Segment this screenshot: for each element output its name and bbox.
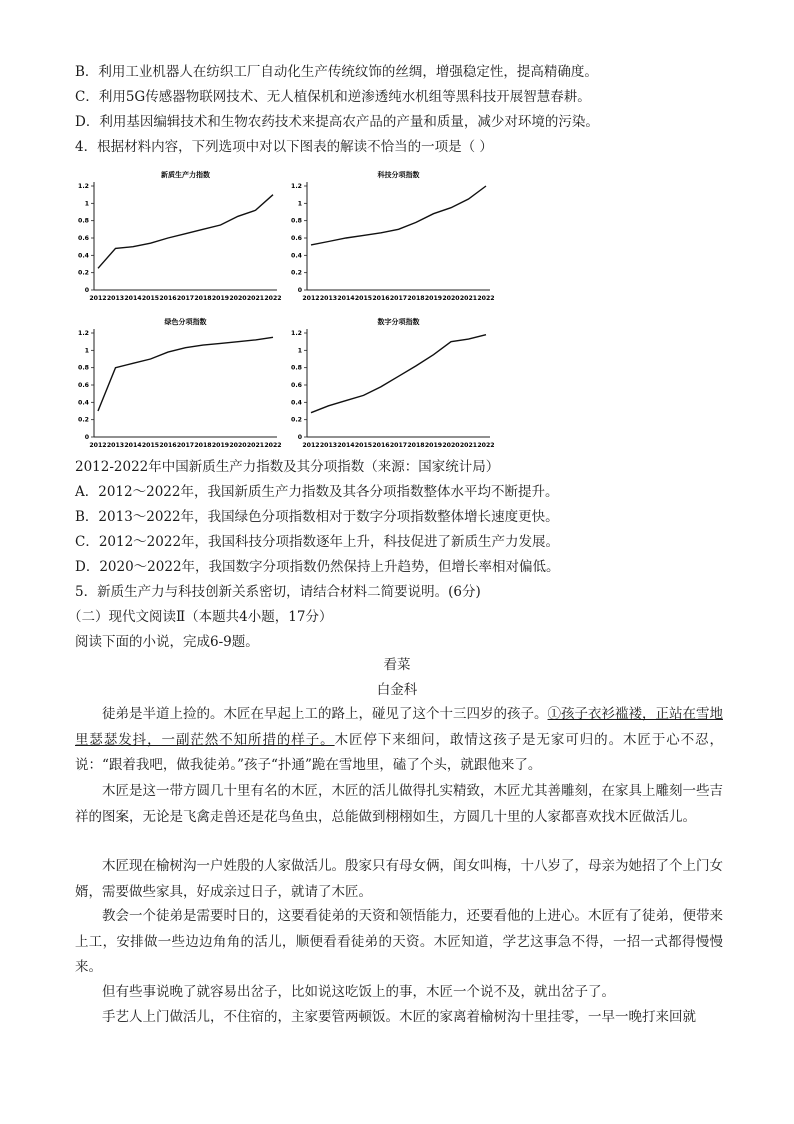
question-5: 5．新质生产力与科技创新关系密切，请结合材料二简要说明。(6分) — [75, 584, 481, 600]
y-tick-label: 0.4 — [78, 399, 89, 407]
chart-title: 科技分项指数 — [377, 171, 420, 179]
y-tick-label: 0.4 — [291, 252, 302, 260]
x-tick-label: 2017 — [389, 442, 408, 449]
x-tick-label: 2020 — [229, 295, 247, 302]
x-tick-label: 2016 — [159, 295, 177, 302]
x-tick-label: 2020 — [229, 442, 247, 449]
x-tick-label: 2016 — [372, 295, 390, 302]
x-tick-label: 2014 — [124, 442, 142, 449]
story-title: 看菜 — [383, 657, 411, 673]
y-tick-label: 0.8 — [78, 364, 89, 372]
question-4-stem: 4．根据材料内容，下列选项中对以下图表的解读不恰当的一项是（ ） — [75, 139, 493, 155]
p1-text-a: 徒弟是半道上捡的。木匠在早起上工的路上，碰见了这个十三四岁的孩子。 — [102, 706, 548, 722]
q4-option-b: B．2013～2022年，我国绿色分项指数相对于数字分项指数整体增长速度更快。 — [75, 509, 559, 525]
x-tick-label: 2019 — [211, 442, 230, 449]
story-paragraph-2: 木匠是这一带方圆几十里有名的木匠，木匠的活儿做得扎实精致，木匠尤其善雕刻，在家具上雕刻一些吉祥的图案，无论是飞禽走兽还是花鸟鱼虫，总能做到栩栩如生，方圆几十里的人家都喜欢找木匠做活儿。 — [75, 783, 723, 825]
x-tick-label: 2014 — [337, 442, 355, 449]
q4-option-c: C．2012～2022年，我国科技分项指数逐年上升，科技促进了新质生产力发展。 — [75, 534, 560, 550]
x-tick-label: 2014 — [124, 295, 142, 302]
story-paragraph-3: 木匠现在榆树沟一户姓殷的人家做活儿。殷家只有母女俩，闺女叫梅，十八岁了，母亲为她招了个上门女婿，需要做些家具，好成亲过日子，就请了木匠。 — [75, 858, 723, 900]
x-tick-label: 2019 — [424, 295, 443, 302]
x-tick-label: 2012 — [89, 295, 107, 302]
y-tick-label: 0 — [297, 434, 302, 441]
y-tick-label: 0 — [84, 287, 89, 294]
chart-title: 绿色分项指数 — [164, 318, 207, 326]
y-tick-label: 0.2 — [291, 269, 302, 277]
x-tick-label: 2019 — [424, 442, 443, 449]
y-tick-label: 0 — [84, 434, 89, 441]
series-line — [98, 195, 273, 269]
story-paragraph-6: 手艺人上门做活儿，不住宿的，主家要管两顿饭。木匠的家离着榆树沟十里挂零，一早一晚打来回就 — [102, 1009, 696, 1025]
x-tick-label: 2022 — [477, 295, 495, 302]
y-tick-label: 1.2 — [78, 330, 89, 337]
y-tick-label: 0.6 — [78, 382, 89, 389]
x-tick-label: 2013 — [319, 442, 338, 449]
x-tick-label: 2016 — [159, 442, 177, 449]
q4-option-d: D．2020～2022年，我国数字分项指数仍然保持上升趋势，但增长率相对偏低。 — [75, 559, 560, 575]
chart-svg-2 — [72, 315, 287, 470]
y-tick-label: 0.6 — [291, 382, 302, 389]
section-heading: （二）现代文阅读Ⅱ（本题共4小题，17分） — [68, 609, 333, 625]
x-tick-label: 2015 — [354, 442, 373, 449]
chart-title: 新质生产力指数 — [161, 171, 210, 179]
chart-digital-index — [285, 315, 500, 470]
y-tick-label: 1 — [297, 347, 302, 355]
y-tick-label: 0 — [297, 287, 302, 294]
y-tick-label: 1.2 — [291, 183, 302, 190]
x-tick-label: 2014 — [337, 295, 355, 302]
y-tick-label: 0.4 — [78, 252, 89, 260]
x-tick-label: 2021 — [459, 295, 478, 302]
chart-caption: 2012-2022年中国新质生产力指数及其分项指数（来源：国家统计局） — [75, 459, 500, 475]
chart-svg-0 — [72, 168, 287, 323]
story-paragraph-1 — [75, 702, 723, 779]
story-paragraph-5: 但有些事说晚了就容易出岔子，比如说这吃饭上的事，木匠一个说不及，就出岔子了。 — [102, 984, 615, 1000]
x-tick-label: 2021 — [246, 442, 265, 449]
y-tick-label: 0.4 — [291, 399, 302, 407]
x-tick-label: 2015 — [141, 442, 160, 449]
y-tick-label: 0.8 — [291, 364, 302, 372]
q4-option-a: A．2012～2022年，我国新质生产力指数及其各分项指数整体水平均不断提升。 — [75, 484, 559, 500]
option-b-top: B．利用工业机器人在纺织工厂自动化生产传统纹饰的丝绸，增强稳定性，提高精确度。 — [75, 64, 598, 80]
x-tick-label: 2018 — [407, 442, 425, 449]
x-tick-label: 2019 — [211, 295, 230, 302]
x-tick-label: 2013 — [106, 295, 125, 302]
y-tick-label: 0.6 — [291, 235, 302, 242]
p1-underlined: ①孩子衣衫褴褛，正站在雪地里瑟瑟发抖，一副茫然不知所措的样子。 — [75, 706, 723, 748]
y-tick-label: 0.8 — [78, 217, 89, 225]
p1-text-b: 木匠停下来细问，敢情这孩子是无家可归的。木匠于心不忍，说：“跟着我吧，做我徒弟。”孩子“扑通”跪在雪地里，磕了个头，就跟他来了。 — [75, 731, 724, 773]
y-tick-label: 1 — [297, 200, 302, 208]
x-tick-label: 2012 — [302, 295, 320, 302]
x-tick-label: 2013 — [319, 295, 338, 302]
y-tick-label: 1 — [84, 347, 89, 355]
x-tick-label: 2020 — [442, 442, 460, 449]
y-tick-label: 0.2 — [291, 416, 302, 424]
x-tick-label: 2017 — [176, 442, 195, 449]
series-line — [98, 337, 273, 411]
x-tick-label: 2016 — [372, 442, 390, 449]
x-tick-label: 2015 — [141, 295, 160, 302]
x-tick-label: 2018 — [194, 442, 212, 449]
story-author: 白金科 — [376, 682, 418, 698]
x-tick-label: 2022 — [264, 442, 282, 449]
series-line — [311, 335, 486, 413]
series-line — [311, 186, 486, 245]
x-tick-label: 2012 — [89, 442, 107, 449]
x-tick-label: 2017 — [176, 295, 195, 302]
x-tick-label: 2018 — [194, 295, 212, 302]
x-tick-label: 2012 — [302, 442, 320, 449]
x-tick-label: 2022 — [477, 442, 495, 449]
chart-new-productivity — [72, 168, 287, 323]
x-tick-label: 2017 — [389, 295, 408, 302]
y-tick-label: 0.2 — [78, 416, 89, 424]
x-tick-label: 2015 — [354, 295, 373, 302]
y-tick-label: 0.6 — [78, 235, 89, 242]
chart-tech-index — [285, 168, 500, 323]
y-tick-label: 1.2 — [78, 183, 89, 190]
x-tick-label: 2021 — [459, 442, 478, 449]
story-paragraph-4: 教会一个徒弟是需要时日的，这要看徒弟的天资和领悟能力，还要看他的上进心。木匠有了徒弟，便带来上工，安排做一些边边角角的活儿，顺便看看徒弟的天资。木匠知道，学艺这事急不得，一招一式都得慢慢来。 — [75, 908, 723, 975]
x-tick-label: 2021 — [246, 295, 265, 302]
chart-title: 数字分项指数 — [377, 318, 420, 326]
y-tick-label: 0.8 — [291, 217, 302, 225]
option-c-top: C．利用5G传感器物联网技术、无人植保机和逆渗透纯水机组等黑科技开展智慧春耕。 — [75, 89, 591, 105]
y-tick-label: 1.2 — [291, 330, 302, 337]
y-tick-label: 0.2 — [78, 269, 89, 277]
x-tick-label: 2018 — [407, 295, 425, 302]
chart-svg-1 — [285, 168, 500, 323]
x-tick-label: 2013 — [106, 442, 125, 449]
option-d-top: D．利用基因编辑技术和生物农药技术来提高农产品的产量和质量，减少对环境的污染。 — [75, 114, 599, 130]
x-tick-label: 2022 — [264, 295, 282, 302]
reading-instruction: 阅读下面的小说，完成6-9题。 — [75, 634, 259, 650]
y-tick-label: 1 — [84, 200, 89, 208]
chart-green-index — [72, 315, 287, 470]
x-tick-label: 2020 — [442, 295, 460, 302]
chart-svg-3 — [285, 315, 500, 470]
